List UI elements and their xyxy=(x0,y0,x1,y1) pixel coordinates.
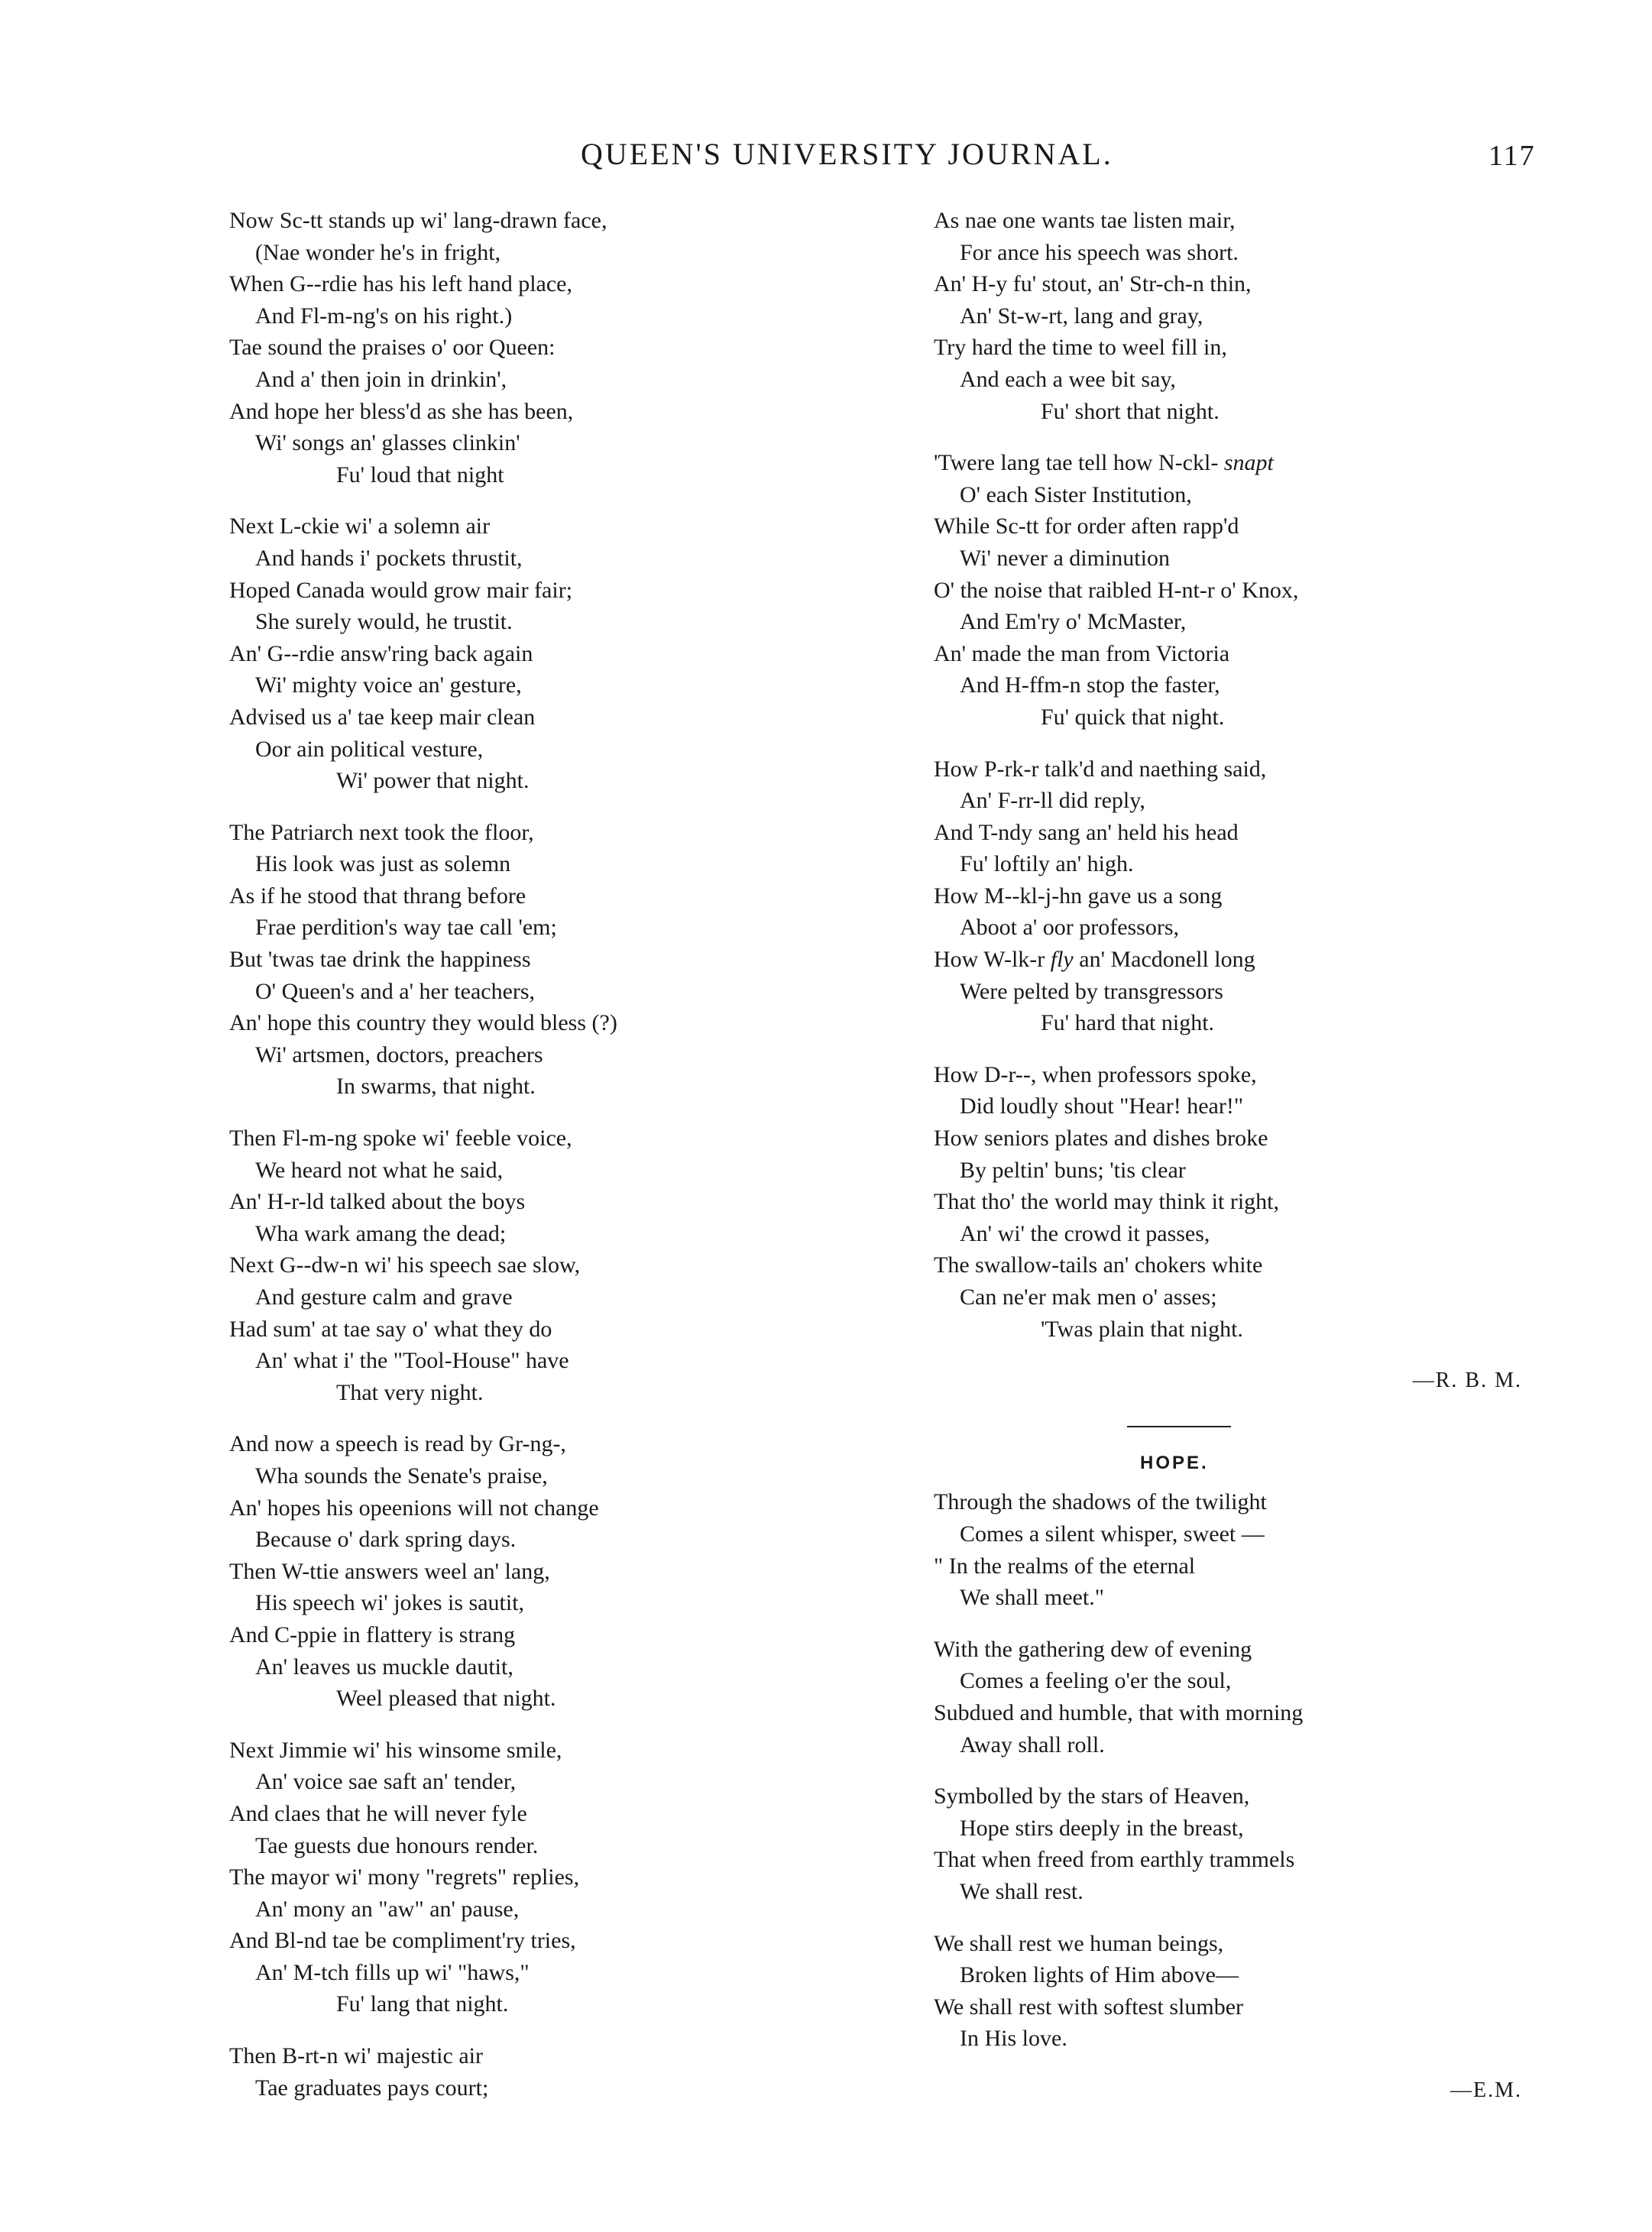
line-text: That when freed from earthly trammels xyxy=(934,1847,1295,1873)
poem-line xyxy=(229,1249,749,1281)
poem-line xyxy=(934,638,1530,670)
line-text: How D-r--, when professors spoke, xyxy=(934,1061,1257,1087)
line-text: While Sc-tt for order aften rapp'd xyxy=(934,513,1239,539)
poem-line xyxy=(229,1861,749,1893)
poem-line xyxy=(229,1492,749,1524)
line-text: For ance his speech was short. xyxy=(960,239,1239,265)
poem-line xyxy=(229,1524,749,1556)
poem-line xyxy=(229,1925,749,1957)
line-text: And Em'ry o' McMaster, xyxy=(960,609,1187,635)
poem-line xyxy=(229,427,749,459)
poem-line xyxy=(229,638,749,670)
poem-line xyxy=(934,912,1530,944)
poem-line xyxy=(934,1780,1530,1812)
stanza xyxy=(934,447,1530,733)
line-text: An' what i' the "Tool-House" have xyxy=(255,1348,569,1374)
line-text: An' voice sae saft an' tender, xyxy=(255,1769,517,1795)
stanza xyxy=(229,1735,749,2020)
right-column xyxy=(934,205,1530,2106)
poem-line xyxy=(934,1155,1530,1187)
line-text: And H-ffm-n stop the faster, xyxy=(960,672,1220,698)
poem-line xyxy=(934,976,1530,1008)
line-text: Fu' quick that night. xyxy=(1041,704,1225,730)
poem-line xyxy=(934,1518,1530,1550)
poem-signature: —R. B. M. xyxy=(1412,1369,1522,1393)
line-text: An' St-w-rt, lang and gray, xyxy=(960,303,1203,329)
page-number: 117 xyxy=(1488,140,1536,172)
poem-line xyxy=(229,1798,749,1830)
line-text: The Patriarch next took the floor, xyxy=(229,819,534,845)
line-text: How seniors plates and dishes broke xyxy=(934,1126,1268,1152)
line-text: An' H-r-ld talked about the boys xyxy=(229,1189,526,1215)
poem-line xyxy=(934,332,1530,364)
line-text: And Fl-m-ng's on his right.) xyxy=(255,303,513,329)
poem-line xyxy=(229,817,749,849)
line-text: O' each Sister Institution, xyxy=(960,481,1192,507)
line-text: His speech wi' jokes is sautit, xyxy=(255,1590,525,1616)
line-text: How W-lk-r xyxy=(934,947,1045,973)
line-text: Did loudly shout "Hear! hear!" xyxy=(960,1093,1244,1119)
line-text: In swarms, that night. xyxy=(336,1074,536,1100)
poem-line xyxy=(934,1218,1530,1250)
line-text: And Bl-nd tae be compliment'ry tries, xyxy=(229,1928,576,1954)
poem-line xyxy=(934,1634,1530,1666)
line-italic-word: fly xyxy=(1050,947,1074,973)
line-text: The swallow-tails an' chokers white xyxy=(934,1252,1263,1278)
line-text: An' G--rdie answ'ring back again xyxy=(229,640,533,666)
poem-line xyxy=(934,701,1530,734)
line-text: An' hopes his opeenions will not change xyxy=(229,1495,599,1521)
poem-line xyxy=(229,1766,749,1798)
line-text: Tae sound the praises o' oor Queen: xyxy=(229,335,556,361)
poem-line xyxy=(934,1486,1530,1518)
line-text: An' leaves us muckle dautit, xyxy=(255,1654,513,1680)
line-text: An' made the man from Victoria xyxy=(934,640,1230,666)
poem-line xyxy=(229,1587,749,1619)
hope-signature: —E.M. xyxy=(1450,2078,1522,2102)
poem-line xyxy=(934,1122,1530,1155)
line-text: As if he stood that thrang before xyxy=(229,883,526,909)
line-text: Were pelted by transgressors xyxy=(960,978,1223,1004)
poem-line xyxy=(229,1281,749,1314)
poem-line xyxy=(229,364,749,396)
poem-line xyxy=(934,1090,1530,1122)
line-text: How P-rk-r talk'd and naething said, xyxy=(934,756,1267,782)
poem-line xyxy=(934,205,1530,237)
line-text: We heard not what he said, xyxy=(255,1157,504,1183)
line-text: In His love. xyxy=(960,2026,1067,2052)
line-text: 'Twas plain that night. xyxy=(1041,1316,1243,1342)
poem-line xyxy=(934,1729,1530,1761)
line-text: Then W-ttie answers weel an' lang, xyxy=(229,1558,550,1584)
stanza xyxy=(229,1428,749,1714)
poem-line xyxy=(229,765,749,797)
poem-line xyxy=(934,1582,1530,1614)
line-text: That tho' the world may think it right, xyxy=(934,1189,1280,1215)
line-text: Away shall roll. xyxy=(960,1732,1105,1757)
line-text: We shall rest we human beings, xyxy=(934,1930,1224,1956)
poem-line xyxy=(229,606,749,638)
poem-line xyxy=(229,1428,749,1460)
hope-poem xyxy=(934,1486,1530,2055)
poem-line xyxy=(934,300,1530,332)
line-text: Tae graduates pays court; xyxy=(255,2075,489,2101)
poem-line xyxy=(934,880,1530,912)
line-text: We shall meet." xyxy=(960,1585,1104,1611)
poem-line xyxy=(934,785,1530,817)
poem-line xyxy=(229,1186,749,1218)
poem-line xyxy=(229,944,749,976)
poem-line xyxy=(229,543,749,575)
poem-continuation xyxy=(934,205,1530,1345)
poem-line xyxy=(229,1988,749,2020)
poem-line xyxy=(229,205,749,237)
poem-line xyxy=(229,1314,749,1346)
line-text: Through the shadows of the twilight xyxy=(934,1489,1267,1515)
line-text: Wi' mighty voice an' gesture, xyxy=(255,672,522,698)
line-text: Aboot a' oor professors, xyxy=(960,915,1180,941)
line-text: " In the realms of the eternal xyxy=(934,1553,1196,1579)
stanza xyxy=(229,1122,749,1408)
poem-line xyxy=(229,669,749,701)
stanza xyxy=(229,817,749,1103)
poem-line xyxy=(229,1007,749,1039)
line-text: Tae guests due honours render. xyxy=(255,1832,539,1858)
poem-line xyxy=(934,1697,1530,1729)
line-text-after: an' Macdonell long xyxy=(1073,947,1255,973)
poem-line xyxy=(229,1039,749,1071)
poem-line xyxy=(934,237,1530,269)
poem-line xyxy=(934,575,1530,607)
line-text: Next Jimmie wi' his winsome smile, xyxy=(229,1737,562,1763)
line-text: Then B-rt-n wi' majestic air xyxy=(229,2043,483,2069)
line-text: As nae one wants tae listen mair, xyxy=(934,208,1236,233)
poem-line xyxy=(229,734,749,766)
line-text: Comes a feeling o'er the soul, xyxy=(960,1668,1232,1694)
line-text: She surely would, he trustit. xyxy=(255,609,513,635)
poem-line xyxy=(934,1186,1530,1218)
journal-title: QUEEN'S UNIVERSITY JOURNAL. xyxy=(581,137,1113,171)
poem-line xyxy=(229,1735,749,1767)
line-text: With the gathering dew of evening xyxy=(934,1636,1252,1662)
poem-line xyxy=(229,1460,749,1492)
line-text: Oor ain political vesture, xyxy=(255,736,484,762)
poem-line xyxy=(934,510,1530,543)
line-text: That very night. xyxy=(336,1379,484,1405)
line-text: And hands i' pockets thrustit, xyxy=(255,545,523,571)
poem-line xyxy=(934,268,1530,300)
poem-line xyxy=(229,396,749,428)
poem-line xyxy=(934,1059,1530,1091)
line-italic-word: snapt xyxy=(1223,450,1274,476)
poem-line xyxy=(934,1959,1530,1991)
poem-line xyxy=(229,1377,749,1409)
line-text: Because o' dark spring days. xyxy=(255,1527,517,1553)
poem-line xyxy=(934,848,1530,880)
stanza xyxy=(934,1059,1530,1345)
poem-line xyxy=(934,396,1530,428)
line-text: And a' then join in drinkin', xyxy=(255,366,507,392)
line-text: We shall rest. xyxy=(960,1878,1084,1904)
stanza xyxy=(934,1634,1530,1761)
poem-line xyxy=(229,880,749,912)
line-text: His look was just as solemn xyxy=(255,851,511,877)
poem-line xyxy=(934,2023,1530,2055)
poem-line xyxy=(934,447,1530,479)
line-text: And now a speech is read by Gr-ng-, xyxy=(229,1431,566,1457)
line-text: Fu' short that night. xyxy=(1041,398,1220,424)
poem-line xyxy=(229,976,749,1008)
poem-line xyxy=(229,2072,749,2104)
poem-line xyxy=(934,1812,1530,1845)
poem-line xyxy=(229,459,749,491)
poem-line xyxy=(934,1281,1530,1314)
line-text: Advised us a' tae keep mair clean xyxy=(229,704,536,730)
line-text: Comes a silent whisper, sweet — xyxy=(960,1521,1265,1547)
line-text: An' wi' the crowd it passes, xyxy=(960,1220,1210,1246)
line-text: By peltin' buns; 'tis clear xyxy=(960,1157,1186,1183)
line-text: Fu' loud that night xyxy=(336,462,504,488)
poem-line xyxy=(934,364,1530,396)
line-text: An' M-tch fills up wi' "haws," xyxy=(255,1959,530,1985)
line-text: Now Sc-tt stands up wi' lang-drawn face, xyxy=(229,208,607,233)
line-text: Next G--dw-n wi' his speech sae slow, xyxy=(229,1252,581,1278)
line-text: We shall rest with softest slumber xyxy=(934,1994,1244,2020)
line-text: And claes that he will never fyle xyxy=(229,1800,527,1826)
poem-line xyxy=(934,543,1530,575)
line-text: O' the noise that raibled H-nt-r o' Knox, xyxy=(934,577,1299,603)
line-text: Wi' never a diminution xyxy=(960,545,1170,571)
line-text: Next L-ckie wi' a solemn air xyxy=(229,513,491,539)
poem-line xyxy=(229,1556,749,1588)
poem-line xyxy=(229,848,749,880)
poem-line xyxy=(229,1957,749,1989)
poem-line xyxy=(934,1314,1530,1346)
line-text: And C-ppie in flattery is strang xyxy=(229,1621,516,1647)
poem-line xyxy=(229,1651,749,1683)
poem-line xyxy=(229,575,749,607)
line-text: And each a wee bit say, xyxy=(960,366,1176,392)
poem-line xyxy=(229,701,749,734)
line-text: Fu' loftily an' high. xyxy=(960,851,1134,877)
poem-line xyxy=(229,1683,749,1715)
line-text: Try hard the time to weel fill in, xyxy=(934,335,1227,361)
poem-line xyxy=(934,1550,1530,1582)
poem-line xyxy=(934,669,1530,701)
stanza xyxy=(934,205,1530,427)
stanza xyxy=(229,2040,749,2104)
stanza xyxy=(934,1928,1530,2055)
line-text: 'Twere lang tae tell how N-ckl- xyxy=(934,450,1219,476)
poem-line xyxy=(934,1249,1530,1281)
line-text: When G--rdie has his left hand place, xyxy=(229,271,572,297)
poem-line xyxy=(229,1218,749,1250)
page-header xyxy=(0,136,1652,182)
line-text: Hope stirs deeply in the breast, xyxy=(960,1815,1244,1841)
poem-line xyxy=(229,1122,749,1155)
poem-line xyxy=(934,1991,1530,2023)
line-text: Had sum' at tae say o' what they do xyxy=(229,1316,552,1342)
poem-line xyxy=(229,1345,749,1377)
section-divider xyxy=(1127,1426,1231,1427)
line-text: Wha sounds the Senate's praise, xyxy=(255,1463,548,1489)
line-text: Broken lights of Him above— xyxy=(960,1962,1239,1988)
line-text: Fu' lang that night. xyxy=(336,1991,509,2017)
left-column xyxy=(229,205,749,2123)
line-text: Subdued and humble, that with morning xyxy=(934,1699,1304,1725)
poem-line xyxy=(934,817,1530,849)
line-text: An' F-rr-ll did reply, xyxy=(960,788,1145,814)
line-text: Then Fl-m-ng spoke wi' feeble voice, xyxy=(229,1126,572,1152)
poem-line xyxy=(934,944,1530,976)
line-text: Fu' hard that night. xyxy=(1041,1010,1215,1036)
line-text: And gesture calm and grave xyxy=(255,1284,513,1310)
poem-line xyxy=(229,2040,749,2072)
line-text: An' hope this country they would bless (?) xyxy=(229,1010,617,1036)
line-text: Symbolled by the stars of Heaven, xyxy=(934,1783,1250,1809)
line-text: And hope her bless'd as she has been, xyxy=(229,398,574,424)
poem-line xyxy=(934,1928,1530,1960)
poem-line xyxy=(229,1155,749,1187)
stanza xyxy=(229,205,749,491)
line-text: How M--kl-j-hn gave us a song xyxy=(934,883,1223,909)
line-text: Hoped Canada would grow mair fair; xyxy=(229,577,573,603)
poem-line xyxy=(229,332,749,364)
poem-line xyxy=(229,1830,749,1862)
line-text: Wi' artsmen, doctors, preachers xyxy=(255,1041,543,1067)
poem-line xyxy=(229,1619,749,1651)
stanza xyxy=(934,1486,1530,1613)
line-text: Weel pleased that night. xyxy=(336,1686,556,1712)
poem-line xyxy=(229,300,749,332)
line-text: Wi' songs an' glasses clinkin' xyxy=(255,430,520,456)
line-text: Wi' power that night. xyxy=(336,768,530,794)
poem-line xyxy=(229,237,749,269)
line-text: Can ne'er mak men o' asses; xyxy=(960,1284,1217,1310)
line-text: Wha wark amang the dead; xyxy=(255,1220,507,1246)
poem-line xyxy=(934,753,1530,786)
poem-line xyxy=(934,1844,1530,1876)
poem-line xyxy=(934,479,1530,511)
line-text: Frae perdition's way tae call 'em; xyxy=(255,915,557,941)
poem-line xyxy=(229,1071,749,1103)
stanza xyxy=(229,510,749,796)
line-text: An' mony an "aw" an' pause, xyxy=(255,1896,520,1922)
stanza xyxy=(934,753,1530,1039)
poem-line xyxy=(229,510,749,543)
line-text: (Nae wonder he's in fright, xyxy=(255,239,501,265)
hope-title: HOPE. xyxy=(1140,1452,1209,1473)
poem-line xyxy=(229,912,749,944)
line-text: But 'twas tae drink the happiness xyxy=(229,947,531,973)
poem-line xyxy=(229,268,749,300)
line-text: An' H-y fu' stout, an' Str-ch-n thin, xyxy=(934,271,1252,297)
poem-line xyxy=(934,606,1530,638)
poem-line xyxy=(934,1007,1530,1039)
poem-line xyxy=(934,1876,1530,1908)
poem-line xyxy=(229,1893,749,1926)
poem-line xyxy=(934,1665,1530,1697)
line-text: O' Queen's and a' her teachers, xyxy=(255,978,536,1004)
line-text: The mayor wi' mony "regrets" replies, xyxy=(229,1864,580,1890)
line-text: And T-ndy sang an' held his head xyxy=(934,819,1239,845)
stanza xyxy=(934,1780,1530,1907)
